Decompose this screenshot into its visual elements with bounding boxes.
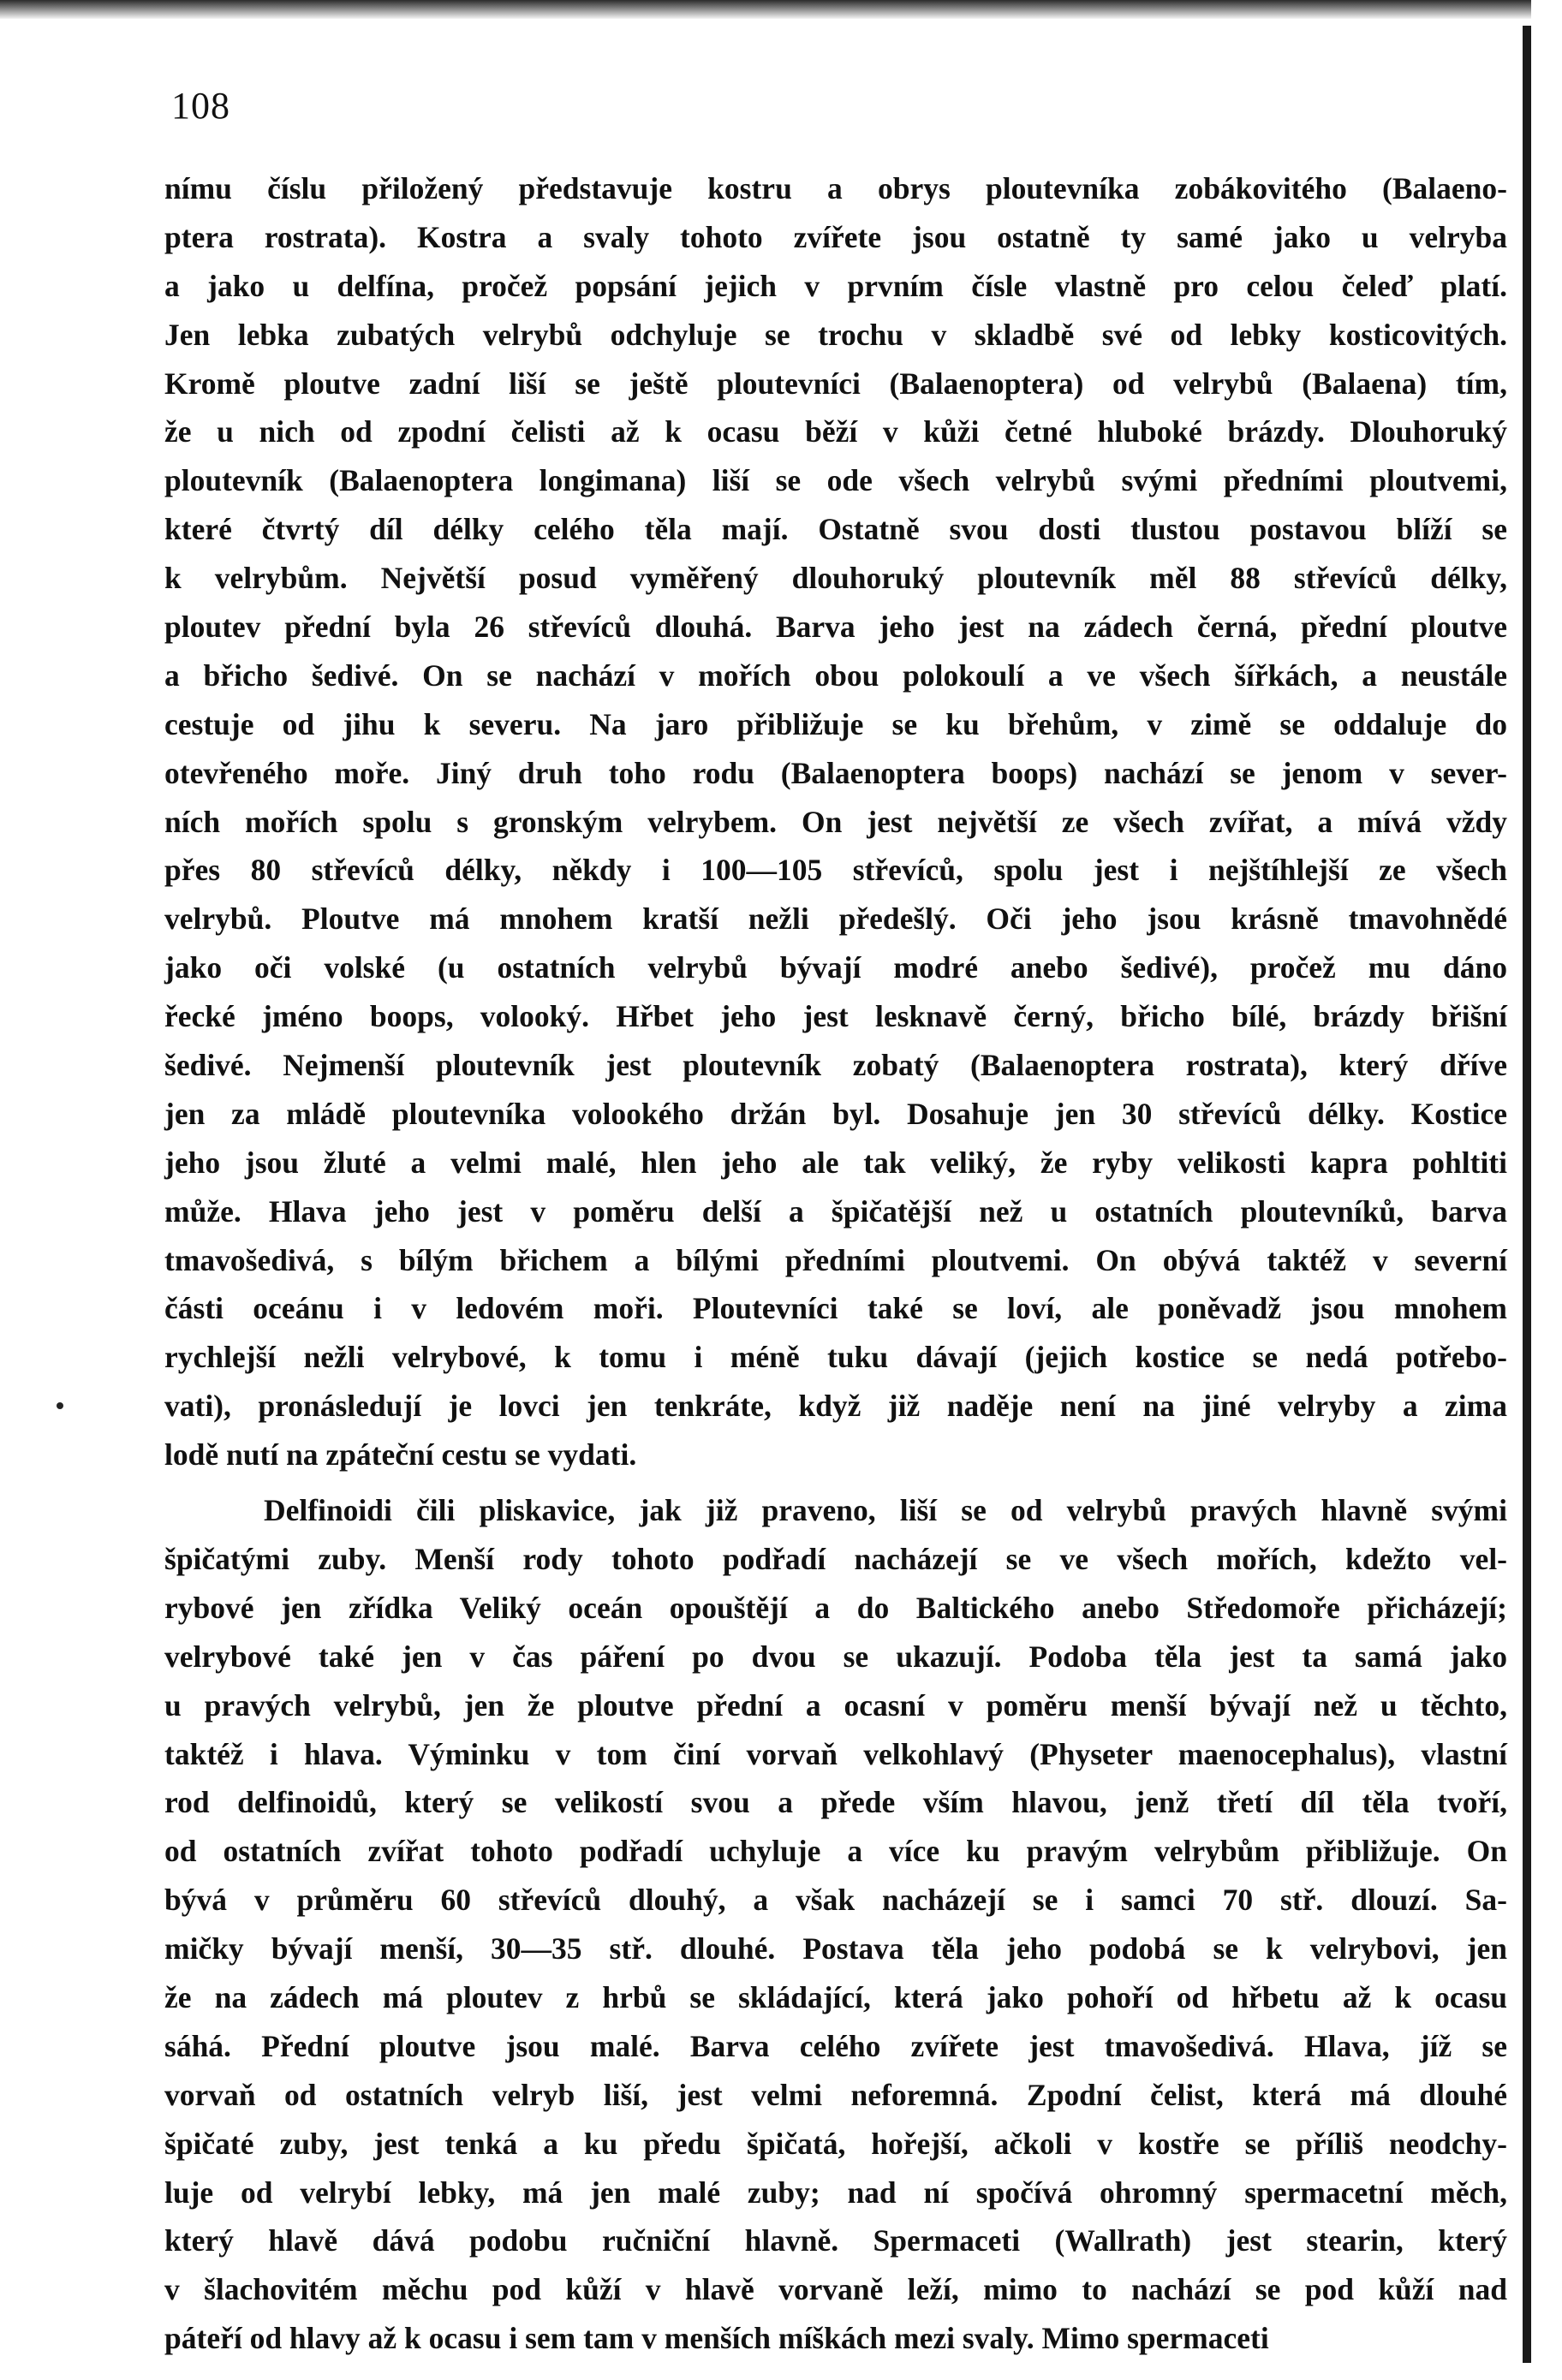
stray-mark (57, 1402, 63, 1409)
text-line: lodě nutí na zpáteční cestu se vydati. (164, 1437, 637, 1473)
text-line: jako oči volské (u ostatních velrybů bývají modré anebo šedivé), pročež mu dáno (164, 950, 1507, 985)
scan-right-edge (1523, 26, 1531, 2363)
text-line: a jako u delfína, pročež popsání jejich v prvním čísle vlastně pro celou čeleď platí. (164, 268, 1507, 303)
scan-margin-right (1531, 0, 1562, 2380)
text-line: taktéž i hlava. Výminku v tom činí vorvaň velkohlavý (Physeter maenocephalus), vlastní (164, 1736, 1507, 1771)
text-line: které čtvrtý díl délky celého těla mají. Ostatně svou dosti tlustou postavou blíží se (164, 512, 1507, 547)
text-line: k velrybům. Největší posud vyměřený dlouhoruký ploutevník měl 88 střevíců délky, (164, 561, 1507, 596)
text-line: části oceánu i v ledovém moři. Ploutevníci také se loví, ale poněvadž jsou mnohem (164, 1291, 1507, 1326)
text-line: od ostatních zvířat tohoto podřadí uchyluje a více ku pravým velrybům přibližuje. On (164, 1834, 1507, 1869)
text-line: cestuje od jihu k severu. Na jaro přibližuje se ku břehům, v zimě se oddaluje do (164, 706, 1507, 741)
text-line: Delfinoidi čili pliskavice, jak již praveno, liší se od velrybů pravých hlavně svými (264, 1493, 1507, 1528)
text-line: špičatými zuby. Menší rody tohoto podřadí nacházejí se ve všech mořích, kdežto vel- (164, 1541, 1507, 1576)
text-line: luje od velrybí lebky, má jen malé zuby; nad ní spočívá ohromný spermacetní měch, (164, 2175, 1507, 2210)
paragraph (164, 164, 1507, 1479)
text-line: vorvaň od ostatních velryb liší, jest velmi neforemná. Zpodní čelist, která má dlouhé (164, 2077, 1507, 2112)
text-line: v šlachovitém měchu pod kůží v hlavě vorvaně leží, mimo to nachází se pod kůží nad (164, 2272, 1507, 2307)
text-line: může. Hlava jeho jest v poměru delší a špičatější než u ostatních ploutevníků, barva (164, 1193, 1507, 1229)
text-line: Kromě ploutve zadní liší se ještě ploutevníci (Balaenoptera) od velrybů (Balaena) tím, (164, 366, 1507, 401)
text-line: vati), pronásledují je lovci jen tenkráte, když již naděje není na jiné velryby a zima (164, 1389, 1507, 1424)
text-line: otevřeného moře. Jiný druh toho rodu (Balaenoptera boops) nachází se jenom v sever- (164, 755, 1507, 790)
text-line: páteří od hlavy až k ocasu i sem tam v menších míškách mezi svaly. Mimo spermaceti (164, 2321, 1269, 2356)
text-line: u pravých velrybů, jen že ploutve přední a ocasní v poměru menší bývají než u těchto, (164, 1687, 1507, 1723)
text-line: ploutev přední byla 26 střevíců dlouhá. Barva jeho jest na zádech černá, přední ploutve (164, 610, 1507, 645)
text-line: že u nich od zpodní čelisti až k ocasu běží v kůži četné hluboké brázdy. Dlouhoruký (164, 414, 1507, 449)
text-line: tmavošedivá, s bílým břichem a bílými předními ploutvemi. On obývá taktéž v severní (164, 1242, 1507, 1277)
text-line: velrybů. Ploutve má mnohem kratší nežli předešlý. Oči jeho jsou krásně tmavohnědé (164, 901, 1507, 937)
page-number: 108 (171, 85, 230, 127)
text-line: který hlavě dává podobu ručniční hlavně. Spermaceti (Wallrath) jest stearin, který (164, 2223, 1507, 2258)
text-line: sáhá. Přední ploutve jsou malé. Barva celého zvířete jest tmavošedivá. Hlava, jíž se (164, 2028, 1507, 2063)
text-line: mičky bývají menší, 30—35 stř. dlouhé. Postava těla jeho podobá se k velrybovi, jen (164, 1931, 1507, 1966)
text-line: ních mořích spolu s gronským velrybem. On jest největší ze všech zvířat, a mívá vždy (164, 804, 1507, 839)
text-line: šedivé. Nejmenší ploutevník jest ploutevník zobatý (Balaenoptera rostrata), který dříve (164, 1048, 1507, 1083)
text-line: řecké jméno boops, volooký. Hřbet jeho jest lesknavě černý, břicho bílé, brázdy břišní (164, 999, 1507, 1034)
text-line: rod delfinoidů, který se velikostí svou a přede vším hlavou, jenž třetí díl těla tvoří, (164, 1785, 1507, 1820)
text-line: že na zádech má ploutev z hrbů se skládající, která jako pohoří od hřbetu až k ocasu (164, 1979, 1507, 2014)
text-line: jen za mládě ploutevníka volookého držán byl. Dosahuje jen 30 střevíců délky. Kostice (164, 1096, 1507, 1131)
text-line: rychlejší nežli velrybové, k tomu i méně tuku dávají (jejich kostice se nedá potřebo- (164, 1340, 1507, 1375)
text-line: rybové jen zřídka Veliký oceán opouštějí a do Baltického anebo Středomoře přicházejí; (164, 1590, 1507, 1625)
text-line: přes 80 střevíců délky, někdy i 100—105 střevíců, spolu jest i nejštíhlejší ze všech (164, 853, 1507, 888)
scan-top-edge (0, 0, 1533, 19)
text-line: ptera rostrata). Kostra a svaly tohoto zvířete jsou ostatně ty samé jako u velryba (164, 219, 1507, 254)
text-line: velrybové také jen v čas páření po dvou se ukazují. Podoba těla jest ta samá jako (164, 1639, 1507, 1674)
text-line: a břicho šedivé. On se nachází v mořích obou polokoulí a ve všech šířkách, a neustále (164, 657, 1507, 693)
paragraph-gap (164, 1479, 1507, 1486)
text-line: nímu číslu přiložený představuje kostru a obrys ploutevníka zobákovitého (Balaeno- (164, 171, 1507, 205)
paragraph (164, 1486, 1507, 2363)
text-line: ploutevník (Balaenoptera longimana) liší se ode všech velrybů svými předními ploutvemi, (164, 463, 1507, 498)
text-line: Jen lebka zubatých velrybů odchyluje se trochu v skladbě své od lebky kosticovitých. (164, 317, 1507, 352)
text-line: špičaté zuby, jest tenká a ku předu špičatá, hořejší, ačkoli v kostře se příliš neodchy- (164, 2126, 1507, 2161)
text-line: bývá v průměru 60 střevíců dlouhý, a však nacházejí se i samci 70 stř. dlouzí. Sa- (164, 1883, 1507, 1918)
text-line: jeho jsou žluté a velmi malé, hlen jeho ale tak veliký, že ryby velikosti kapra pohltiti (164, 1145, 1507, 1180)
body-text (164, 164, 1507, 2363)
